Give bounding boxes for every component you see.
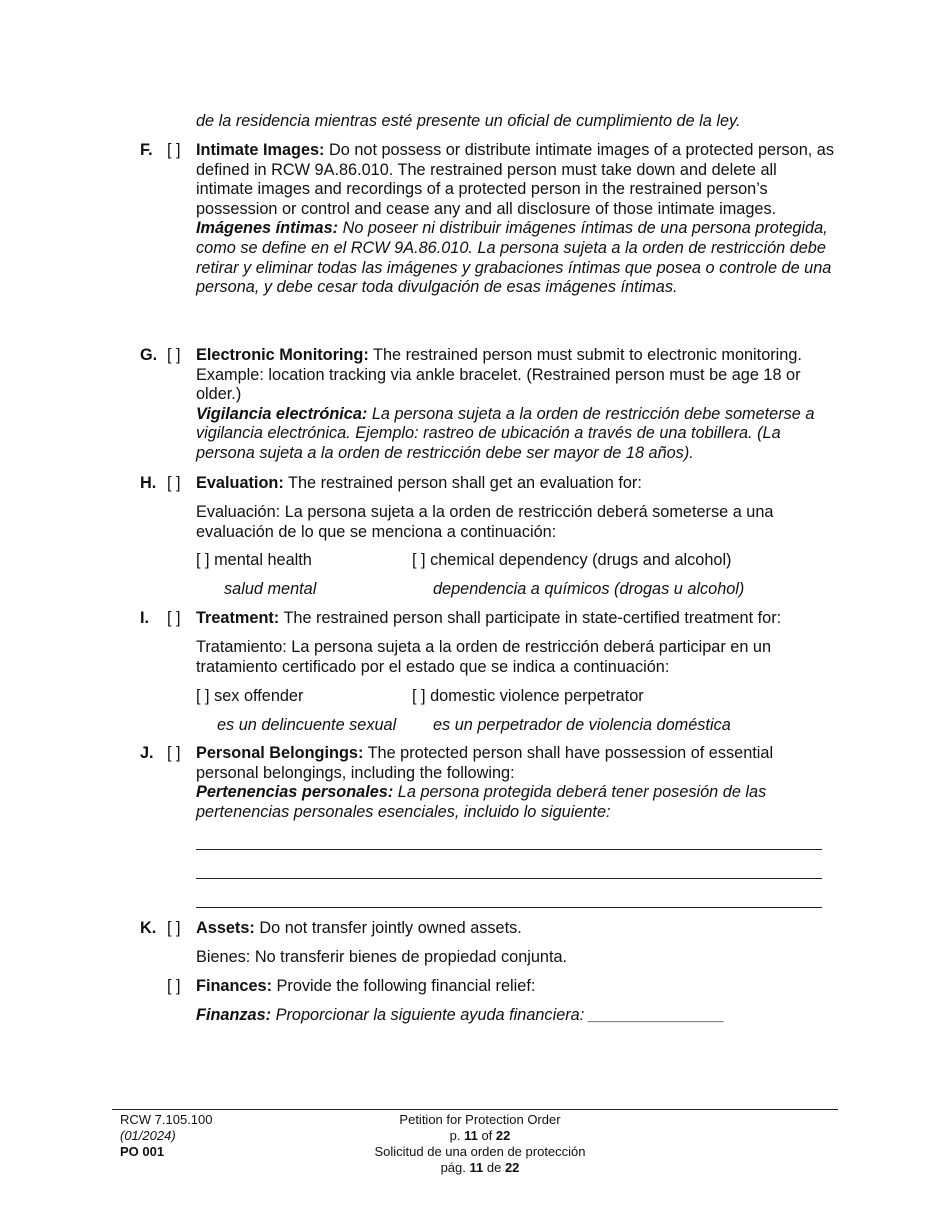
option-mental-health[interactable]: [ ] mental health [196,551,312,569]
finances-text [196,977,836,997]
footer-title-en: Petition for Protection Order [399,1112,561,1127]
footer-page-en [112,1128,848,1144]
section-k-label: K. [140,919,157,937]
option-dv-perpetrator-es: es un perpetrador de violencia doméstica [433,716,731,734]
section-h-checkbox[interactable]: [ ] [167,474,181,492]
page-total: 22 [495,1128,511,1143]
finances-body: Provide the following financial relief: [272,977,536,995]
section-g-es-body: La persona sujeta a la orden de restricción debe someterse a vigilancia electrónica. Ejemplo: rastreo de ubicación a través de una tobillera. (La persona sujeta a la orden de restricción debe ser mayor de 18 años). [196,404,815,462]
belongings-line-3[interactable] [196,907,822,908]
pag-number: 11 [469,1160,484,1175]
option-chemical-dependency[interactable]: [ ] chemical dependency (drugs and alcohol) [412,551,732,569]
section-k-text [196,919,836,939]
option-dv-perpetrator[interactable]: [ ] domestic violence perpetrator [412,687,644,705]
section-h-title: Evaluation: [196,474,284,492]
section-g-es-title: Vigilancia electrónica: [196,404,368,423]
section-f-title: Intimate Images: [196,141,325,159]
section-h-es-body: Evaluación: La persona sujeta a la orden de restricción deberá someterse a una evaluación de lo que se menciona a continuación: [196,503,774,541]
section-k-es-body: Bienes: No transferir bienes de propiedad conjunta. [196,948,568,966]
section-k-title: Assets: [196,919,255,937]
footer-page-es [112,1160,848,1176]
section-i-checkbox[interactable]: [ ] [167,609,181,627]
section-h-body: The restrained person shall get an evaluation for: [283,474,642,492]
section-j-label: J. [140,744,154,762]
page-of: of [477,1128,496,1143]
footer-date: (01/2024) [120,1128,176,1143]
section-i-es-body: Tratamiento: La persona sujeta a la orden de restricción deberá participar en un tratamiento certificado por el estado que se indica a continuación: [196,638,772,676]
footer-form-number: PO 001 [120,1144,165,1159]
option-mental-health-es: salud mental [224,580,317,598]
option-chemical-dependency-es: dependencia a químicos (drogas u alcohol) [433,580,745,598]
finances-title: Finances: [196,977,273,995]
finances-checkbox[interactable]: [ ] [167,977,181,995]
option-sex-offender-es: es un delincuente sexual [217,716,397,734]
belongings-line-1[interactable] [196,849,822,850]
pag-of: de [483,1160,505,1175]
section-j-es-title: Pertenencias personales: [196,783,394,802]
section-j-title: Personal Belongings: [196,744,364,762]
footer-rcw: RCW 7.105.100 [120,1112,213,1127]
section-i-label: I. [140,609,150,627]
section-i-title: Treatment: [196,609,280,627]
section-f-body: Do not possess or distribute intimate images of a protected person, as defined in RCW 9A.86.010. The restrained person must take down and delete all intimate images and recordings of a protected person in the restrained person’s possession or control and cease any and all disclosure of those intimate images. [196,141,834,218]
section-g-text [196,346,836,464]
section-f-es-body: No poseer ni distribuir imágenes íntimas de una persona protegida, como se define en el RCW 9A.86.010. La persona sujeta a la orden de restricción debe retirar y eliminar todas las imágenes y grabaciones íntimas que posea o controle de una persona, y debe cesar toda divulgación de esas imágenes íntimas. [196,219,832,297]
section-k-body: Do not transfer jointly owned assets. [254,919,522,937]
section-g-title: Electronic Monitoring: [196,346,369,364]
section-j-checkbox[interactable]: [ ] [167,744,181,762]
page-number: 11 [464,1128,478,1143]
belongings-line-2[interactable] [196,878,822,879]
section-h-label: H. [140,474,157,492]
section-i-text [196,609,836,629]
finances-es-body: Proporcionar la siguiente ayuda financiera: _______________ [271,1006,725,1024]
section-f-es-title: Imágenes íntimas: [196,219,339,238]
finances-es-title: Finanzas: [196,1006,272,1024]
page-footer [112,1109,838,1175]
section-g-checkbox[interactable]: [ ] [167,346,181,364]
section-f-label: F. [140,141,153,159]
finances-es-text [196,1006,836,1026]
pag-prefix: pág. [440,1160,470,1175]
section-k-checkbox[interactable]: [ ] [167,919,181,937]
section-j-text [196,744,836,822]
continuation-text: de la residencia mientras esté presente un oficial de cumplimiento de la ley. [196,112,741,130]
page-prefix: p. [449,1128,465,1143]
section-g-label: G. [140,346,158,364]
footer-title-es: Solicitud de una orden de protección [374,1144,586,1159]
pag-total: 22 [504,1160,520,1175]
section-f-text [196,141,836,298]
section-h-text [196,474,836,494]
section-j-body: The protected person shall have possession of essential personal belongings, including the following: [196,744,774,782]
section-f-checkbox[interactable]: [ ] [167,141,181,159]
section-g-body: The restrained person must submit to electronic monitoring. Example: location tracking via ankle bracelet. (Restrained person must be age 18 or older.) [196,346,802,404]
option-sex-offender[interactable]: [ ] sex offender [196,687,304,705]
section-i-body: The restrained person shall participate in state-certified treatment for: [279,609,782,627]
section-j-es-body: La persona protegida deberá tener posesión de las pertenencias personales esenciales, incluido lo siguiente: [196,783,767,821]
footer-center [112,1112,848,1176]
